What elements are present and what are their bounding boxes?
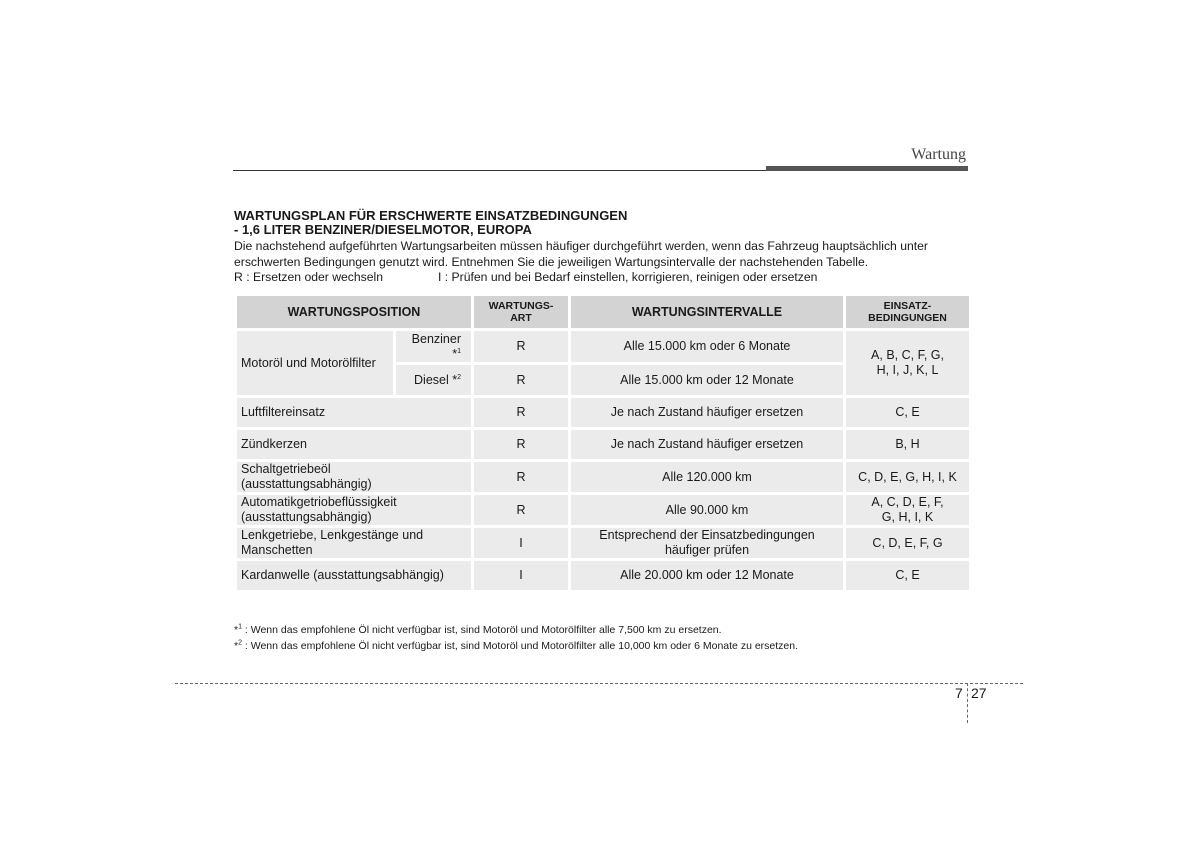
cell-type: I (473, 560, 570, 592)
item-line-2: (ausstattungsabhängig) (241, 510, 372, 524)
footnote-text: : Wenn das empfohlene Öl nicht verfügbar ist, sind Motoröl und Motorölfilter alle 7,500 km zu ersetzen. (242, 624, 722, 636)
item-line-1: Lenkgetriebe, Lenkgestänge und (241, 528, 424, 542)
cell-conditions: C, E (845, 397, 971, 429)
cell-conditions: C, D, E, G, H, I, K (845, 461, 971, 494)
conditions-line-1: A, C, D, E, F, (871, 495, 944, 509)
cell-item (236, 527, 473, 560)
cell-type: R (473, 330, 570, 364)
footer-rule (175, 683, 1023, 684)
intro-text (234, 239, 969, 270)
header-rule-accent (766, 166, 968, 171)
conditions-line-1: A, B, C, F, G, (871, 348, 944, 362)
cell-interval: Alle 90.000 km (570, 494, 845, 527)
subitem-label: Benziner * (411, 331, 461, 361)
cell-conditions: C, E (845, 560, 971, 592)
cell-conditions: C, D, E, F, G (845, 527, 971, 560)
page-title (234, 209, 969, 237)
cell-interval (570, 527, 845, 560)
cell-type: I (473, 527, 570, 560)
cell-interval: Alle 20.000 km oder 12 Monate (570, 560, 845, 592)
footnote-mark: 2 (457, 373, 461, 381)
title-line-1: WARTUNGSPLAN FÜR ERSCHWERTE EINSATZBEDINGUNGEN (234, 208, 628, 223)
page-number: 27 (971, 685, 987, 701)
intro-line-2: erschwerten Bedingungen genutzt wird. Entnehmen Sie die jeweiligen Wartungsintervalle der nachstehenden Tabelle. (234, 254, 869, 269)
legend (234, 270, 969, 286)
legend-r: R : Ersetzen oder wechseln (234, 270, 384, 284)
cell-item (236, 461, 473, 494)
item-line-2: Manschetten (241, 543, 313, 557)
table-row (236, 330, 971, 364)
cell-type: R (473, 397, 570, 429)
header-art-line-2: ART (510, 312, 532, 324)
cell-conditions: B, H (845, 429, 971, 461)
cell-interval: Alle 15.000 km oder 6 Monate (570, 330, 845, 364)
cell-conditions (845, 330, 971, 397)
header-einsatz-line-2: BEDINGUNGEN (868, 312, 947, 324)
cell-interval: Alle 15.000 km oder 12 Monate (570, 364, 845, 397)
cell-type: R (473, 429, 570, 461)
table-row (236, 560, 971, 592)
footnote-mark: 2 (238, 639, 242, 647)
conditions-line-2: G, H, I, K (881, 510, 934, 524)
section-title: Wartung (911, 146, 966, 163)
footnote-star: * (234, 624, 239, 636)
chapter-number: 7 (955, 685, 963, 701)
table-row (236, 429, 971, 461)
header-einsatz-line-1: EINSATZ- (883, 300, 932, 312)
interval-line-1: Entsprechend der Einsatzbedingungen (599, 528, 815, 542)
footer-divider (967, 683, 968, 723)
intro-block (234, 209, 969, 286)
footnote-mark: 1 (457, 347, 461, 355)
header-position: WARTUNGSPOSITION (236, 295, 473, 330)
table-row (236, 527, 971, 560)
item-line-1: Schaltgetriebeöl (241, 462, 331, 476)
cell-type: R (473, 461, 570, 494)
cell-interval: Je nach Zustand häufiger ersetzen (570, 397, 845, 429)
legend-i: I : Prüfen und bei Bedarf einstellen, korrigieren, reinigen oder ersetzen (438, 270, 818, 284)
cell-type: R (473, 364, 570, 397)
cell-subitem (395, 330, 473, 364)
cell-conditions (845, 494, 971, 527)
header-intervalle: WARTUNGSINTERVALLE (570, 295, 845, 330)
cell-item: Kardanwelle (ausstattungsabhängig) (236, 560, 473, 592)
table-row (236, 461, 971, 494)
header-art-line-1: WARTUNGS- (488, 300, 554, 312)
footnote-mark: 1 (238, 623, 242, 631)
footnote-2 (234, 638, 969, 654)
table-row (236, 397, 971, 429)
cell-item: Zündkerzen (236, 429, 473, 461)
table-header-row (236, 295, 971, 330)
maintenance-table (234, 293, 972, 593)
cell-interval: Alle 120.000 km (570, 461, 845, 494)
header-einsatz (845, 295, 971, 330)
table-row (236, 494, 971, 527)
item-line-1: Automatikgetriobeflüssigkeit (241, 495, 397, 509)
cell-item (236, 494, 473, 527)
footnote-star: * (234, 640, 239, 652)
interval-line-2: häufiger prüfen (664, 543, 750, 557)
intro-line-1: Die nachstehend aufgeführten Wartungsarbeiten müssen häufiger durchgeführt werden, wenn das Fahrzeug hauptsächlich unter (234, 239, 928, 253)
cell-type: R (473, 494, 570, 527)
header-rule (233, 170, 766, 171)
title-line-2: - 1,6 LITER BENZINER/DIESELMOTOR, EUROPA (234, 222, 532, 237)
cell-subitem (395, 364, 473, 397)
cell-item: Luftfiltereinsatz (236, 397, 473, 429)
footnotes (234, 622, 969, 654)
item-line-2: (ausstattungsabhängig) (241, 477, 372, 491)
conditions-line-2: H, I, J, K, L (876, 363, 939, 377)
footnote-1 (234, 622, 969, 638)
cell-item: Motoröl und Motorölfilter (236, 330, 395, 397)
cell-interval: Je nach Zustand häufiger ersetzen (570, 429, 845, 461)
subitem-label: Diesel * (414, 372, 458, 387)
header-art (473, 295, 570, 330)
footnote-text: : Wenn das empfohlene Öl nicht verfügbar ist, sind Motoröl und Motorölfilter alle 10,000 km oder 6 Monate zu ersetzen. (242, 640, 799, 652)
